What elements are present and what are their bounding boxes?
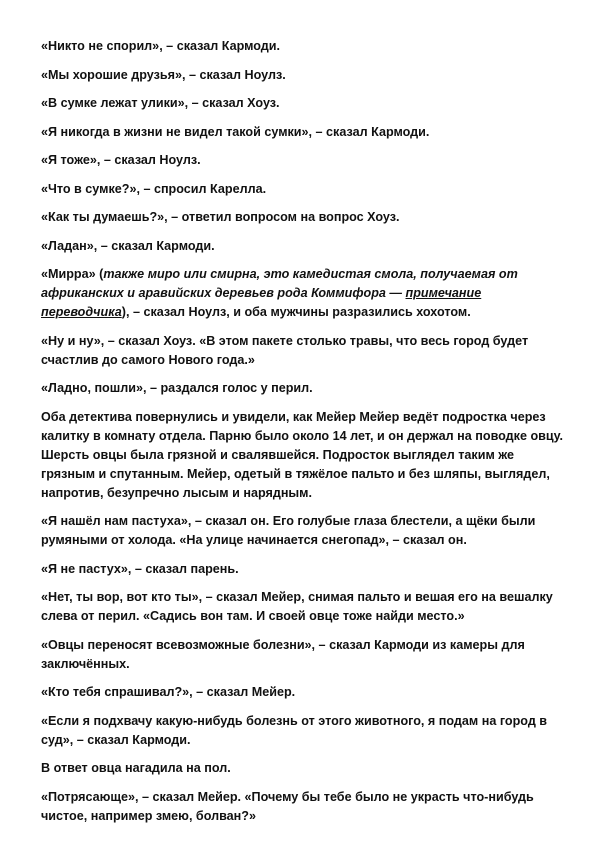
text: ), – сказал Ноулз, и оба мужчины разразились хохотом. <box>121 305 471 319</box>
paragraph: «Я не пастух», – сказал парень. <box>41 561 239 576</box>
paragraph: «Мы хорошие друзья», – сказал Ноулз. <box>41 67 286 82</box>
paragraph: «Овцы переносят всевозможные болезни», – сказал Кармоди из камеры для заключённых. <box>41 637 525 671</box>
paragraph: «Ну и ну», – сказал Хоуз. «В этом пакете столько травы, что весь город будет счастлив до самого Нового года.» <box>41 333 529 367</box>
paragraph: «Что в сумке?», – спросил Карелла. <box>41 181 267 196</box>
paragraph: «Я нашёл нам пастуха», – сказал он. Его голубые глаза блестели, а щёки были румяными от холода. «На улице начинается снегопад», – сказал он. <box>41 514 536 547</box>
paragraph: В ответ овца нагадила на пол. <box>41 761 231 775</box>
paragraph: «Ладно, пошли», – раздался голос у перил. <box>41 381 313 395</box>
translator-note: также миро или смирна, это камедистая смола, получаемая от африканских и аравийских деревьев рода Коммифора — <box>41 267 518 300</box>
paragraph: «В сумке лежат улики», – сказал Хоуз. <box>41 96 280 110</box>
paragraph: «Ладан», – сказал Кармоди. <box>41 238 215 253</box>
paragraph: «Я тоже», – сказал Ноулз. <box>41 153 201 167</box>
paragraph: «Нет, ты вор, вот кто ты», – сказал Мейер, снимая пальто и вешая его на вешалку слева от перил. «Садись вон там. И своей овце тоже найди место.» <box>41 590 553 623</box>
paragraph: «Никто не спорил», – сказал Кармоди. <box>41 39 281 53</box>
paragraph: «Я никогда в жизни не видел такой сумки», – сказал Кармоди. <box>41 124 430 139</box>
paragraph: «Если я подхвачу какую-нибудь болезнь от этого животного, я подам на город в суд», – сказал Кармоди. <box>41 713 548 747</box>
paragraph: «Потрясающе», – сказал Мейер. «Почему бы тебе было не украсть что-нибудь чистое, например змею, болван?» <box>41 789 534 823</box>
paragraph: Оба детектива повернулись и увидели, как Мейер Мейер ведёт подростка через калитку в комнату отдела. Парню было около 14 лет, и он держал на поводке овцу. Шерсть овцы была грязной и свалявшейся. Подросток выглядел таким же грязным и спутанным. Мейер, одетый в тяжёлое пальто и без шляпы, выглядел, напротив, безупречно лысым и нарядным. <box>41 409 564 500</box>
paragraph: «Как ты думаешь?», – ответил вопросом на вопрос Хоуз. <box>41 210 400 224</box>
paragraph: «Кто тебя спрашивал?», – сказал Мейер. <box>41 685 296 699</box>
text: «Мирра» ( <box>41 267 104 281</box>
paragraph-myrrh <box>41 265 566 322</box>
translator-note-label: примечание переводчика <box>41 286 482 319</box>
document-page <box>41 37 566 835</box>
